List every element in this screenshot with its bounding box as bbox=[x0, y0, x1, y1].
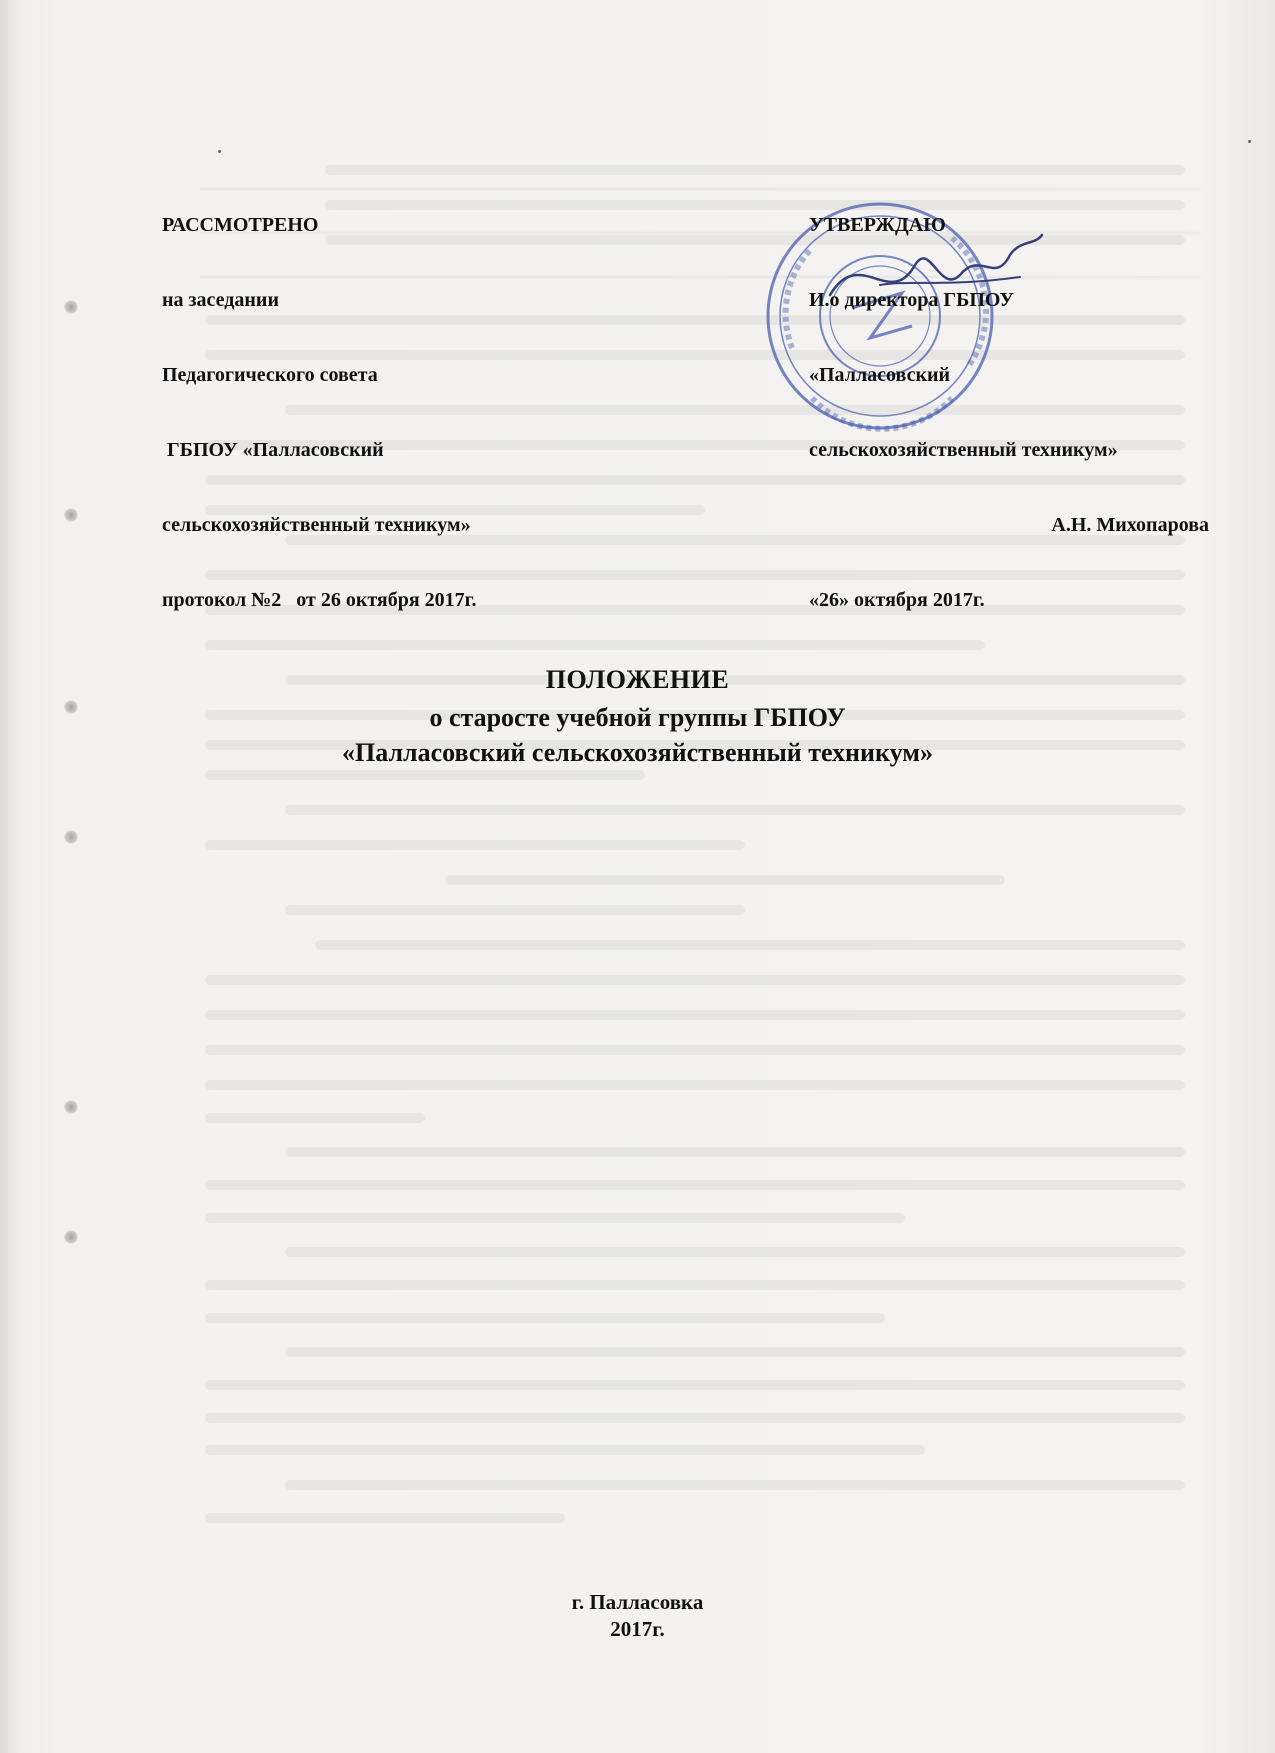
speck bbox=[218, 150, 221, 153]
footer-year: 2017г. bbox=[610, 1617, 665, 1641]
considered-line: протокол №2 от 26 октября 2017г. bbox=[162, 589, 477, 611]
considered-block bbox=[162, 163, 477, 663]
punch-hole bbox=[64, 1230, 78, 1244]
footer-city: г. Палласовка bbox=[571, 1590, 704, 1614]
considered-line: на заседании bbox=[162, 289, 279, 311]
document-subtitle-line2: «Палласовский сельскохозяйственный техникум» bbox=[342, 738, 933, 767]
considered-heading: РАССМОТРЕНО bbox=[162, 214, 319, 236]
document-title: ПОЛОЖЕНИЕ bbox=[545, 665, 730, 694]
document-subtitle-line1: о старосте учебной группы ГБПОУ bbox=[429, 703, 846, 732]
approved-block bbox=[809, 163, 1209, 663]
approved-line: И.о директора ГБПОУ bbox=[809, 289, 1015, 311]
punch-hole bbox=[64, 508, 78, 522]
punch-hole bbox=[64, 830, 78, 844]
punch-hole bbox=[64, 1100, 78, 1114]
speck bbox=[1248, 140, 1251, 143]
punch-hole bbox=[64, 300, 78, 314]
approved-line: сельскохозяйственный техникум» bbox=[809, 439, 1118, 461]
approved-line: «Палласовский bbox=[809, 364, 951, 386]
approved-heading: УТВЕРЖДАЮ bbox=[809, 214, 946, 236]
considered-line: Педагогического совета bbox=[162, 364, 378, 386]
considered-line: ГБПОУ «Палласовский bbox=[162, 439, 384, 461]
approved-signatory: А.Н. Михопарова bbox=[1051, 514, 1209, 536]
considered-line: сельскохозяйственный техникум» bbox=[162, 514, 471, 536]
approved-date: «26» октября 2017г. bbox=[809, 589, 985, 611]
